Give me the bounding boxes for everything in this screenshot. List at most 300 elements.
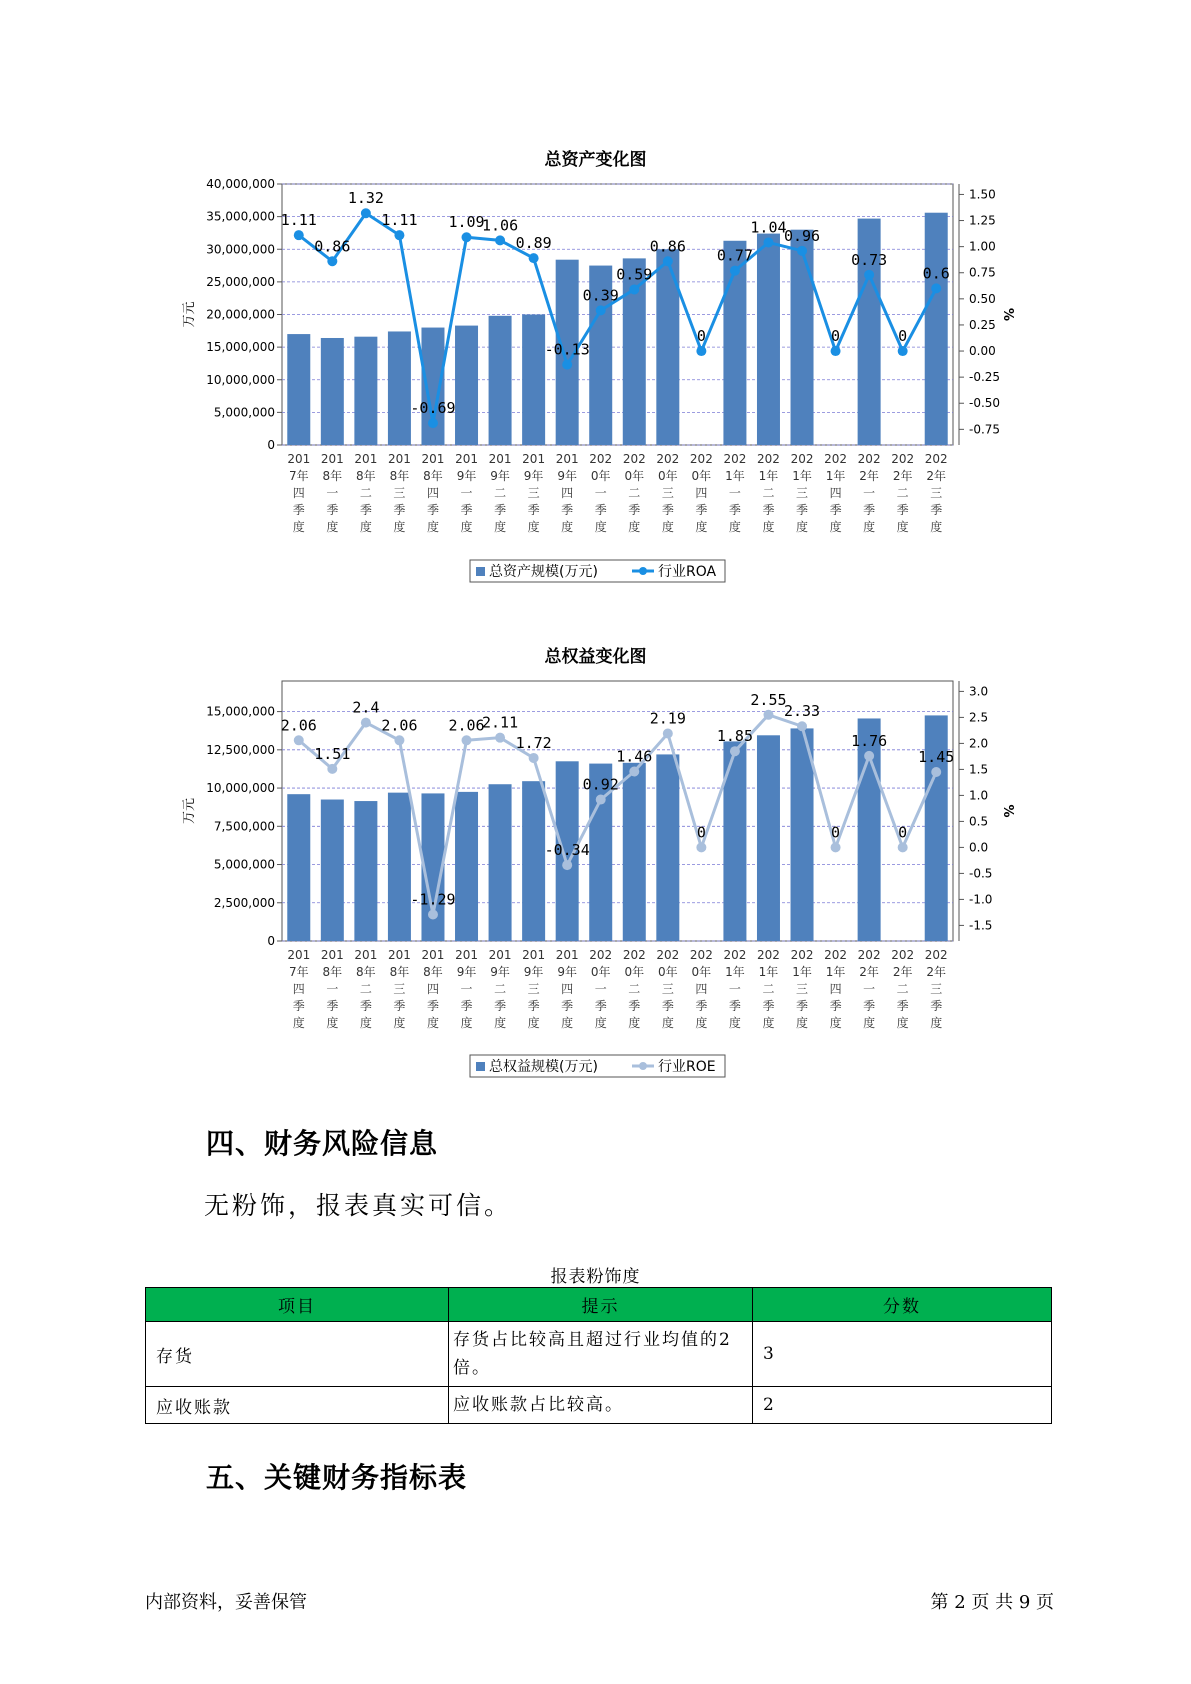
column-header-item: 项目 [146, 1288, 449, 1322]
x-tick-label: 三 [661, 486, 674, 500]
table-caption: 报表粉饰度 [550, 1267, 641, 1287]
y2-tick-label: -1.5 [969, 918, 993, 933]
cell-hint: 应收账款占比较高。 [449, 1387, 753, 1424]
data-label: -1.29 [410, 890, 456, 909]
y-tick-label: 30,000,000 [206, 242, 275, 257]
x-tick-label: 202 [824, 452, 848, 466]
x-tick-label: 季 [896, 503, 909, 517]
line-point [529, 253, 539, 263]
x-tick-label: 9年 [490, 469, 510, 483]
x-tick-label: 四 [695, 982, 708, 996]
data-label: 2.11 [482, 713, 519, 732]
y2-tick-label: 0.00 [969, 344, 996, 359]
bar [455, 792, 478, 941]
x-tick-label: 1年 [758, 469, 779, 483]
x-tick-label: 季 [426, 999, 439, 1013]
x-tick-label: 三 [796, 486, 809, 500]
line-point [394, 230, 404, 240]
x-tick-label: 202 [824, 948, 848, 962]
data-label: 2.33 [783, 702, 821, 721]
x-tick-label: 2年 [859, 965, 879, 979]
x-tick-label: 201 [287, 948, 311, 962]
y2-tick-label: -0.75 [969, 422, 1001, 437]
x-tick-label: 度 [762, 1016, 775, 1030]
data-label: 1.85 [716, 727, 753, 746]
x-tick-label: 度 [426, 520, 439, 534]
x-tick-label: 8年 [389, 469, 410, 483]
bar [321, 338, 344, 445]
total-assets-chart [0, 175, 1191, 595]
x-tick-label: 四 [292, 486, 305, 500]
data-label: 1.76 [851, 731, 888, 750]
data-label: 1.09 [448, 213, 485, 232]
footer-page-number: 第 2 页 共 9 页 [930, 1592, 1054, 1613]
x-tick-label: 度 [292, 520, 305, 534]
x-tick-label: 一 [863, 982, 876, 996]
line-point [294, 230, 304, 240]
x-tick-label: 度 [930, 1016, 943, 1030]
data-label: 2.55 [750, 690, 787, 709]
x-tick-label: 一 [326, 982, 339, 996]
x-tick-label: 季 [863, 999, 876, 1013]
x-tick-label: 季 [661, 999, 674, 1013]
line-point [562, 360, 572, 370]
legend-bar-swatch [476, 1062, 485, 1071]
x-tick-label: 度 [896, 1016, 909, 1030]
x-tick-label: 度 [393, 520, 406, 534]
x-tick-label: 9年 [523, 965, 544, 979]
x-tick-label: 季 [628, 503, 641, 517]
line-point [898, 842, 908, 852]
x-tick-label: 季 [728, 999, 741, 1013]
line-point [763, 237, 773, 247]
y-tick-label: 10,000,000 [206, 781, 275, 796]
cell-score: 2 [753, 1387, 1052, 1424]
financial-risk-text: 无粉饰，报表真实可信。 [204, 1191, 513, 1220]
data-label: 0 [898, 327, 908, 346]
bar [287, 794, 310, 941]
x-tick-label: 202 [689, 948, 713, 962]
y2-tick-label: 2.5 [969, 710, 989, 725]
x-tick-label: 度 [594, 1016, 607, 1030]
x-tick-label: 202 [924, 948, 948, 962]
y2-tick-label: 0.50 [969, 291, 996, 306]
x-tick-label: 202 [857, 948, 881, 962]
x-tick-label: 度 [863, 520, 876, 534]
x-tick-label: 201 [387, 452, 411, 466]
x-tick-label: 度 [594, 520, 607, 534]
data-label: 0.86 [314, 237, 351, 256]
line-point [562, 860, 572, 870]
x-tick-label: 季 [628, 999, 641, 1013]
x-tick-label: 一 [460, 486, 473, 500]
line-point [529, 753, 539, 763]
x-tick-label: 202 [622, 948, 646, 962]
x-tick-label: 201 [320, 948, 344, 962]
x-tick-label: 201 [555, 948, 579, 962]
data-label: 2.06 [448, 716, 485, 735]
cell-hint: 存货占比较高且超过行业均值的2倍。 [449, 1322, 753, 1387]
x-tick-label: 202 [891, 948, 915, 962]
x-tick-label: 度 [695, 520, 708, 534]
bar [791, 230, 814, 445]
x-tick-label: 二 [359, 486, 372, 500]
y2-axis-title: % [1000, 804, 1015, 818]
x-tick-label: 一 [326, 486, 339, 500]
x-tick-label: 1年 [792, 469, 812, 483]
line-point [696, 346, 706, 356]
data-label: 0.96 [783, 226, 821, 245]
x-tick-label: 0年 [590, 965, 611, 979]
x-tick-label: 一 [594, 982, 607, 996]
footer-confidential-note: 内部资料，妥善保管 [145, 1592, 307, 1613]
line-point [327, 764, 337, 774]
y2-tick-label: 0.25 [969, 317, 996, 332]
x-tick-label: 9年 [456, 965, 477, 979]
line-point [864, 270, 874, 280]
x-tick-label: 201 [555, 452, 579, 466]
y2-tick-label: 1.25 [969, 213, 996, 228]
legend-line-label: 行业ROE [658, 1059, 716, 1075]
line-point [428, 418, 438, 428]
x-tick-label: 202 [723, 948, 747, 962]
bar [354, 337, 377, 445]
x-tick-label: 0年 [691, 965, 712, 979]
x-tick-label: 0年 [624, 469, 645, 483]
x-tick-label: 季 [796, 503, 809, 517]
x-tick-label: 二 [628, 486, 641, 500]
x-tick-label: 202 [891, 452, 915, 466]
x-tick-label: 季 [326, 503, 339, 517]
data-label: 1.51 [314, 744, 351, 763]
x-tick-label: 度 [896, 520, 909, 534]
y2-tick-label: -0.5 [969, 866, 993, 881]
y2-tick-label: 1.0 [969, 788, 989, 803]
legend-line-marker [639, 1062, 647, 1070]
y2-tick-label: 2.0 [969, 736, 989, 751]
line-point [663, 729, 673, 739]
y-axis-title: 万元 [182, 301, 197, 328]
y-tick-label: 0 [267, 934, 275, 948]
x-tick-label: 0年 [624, 965, 645, 979]
line-point [629, 766, 639, 776]
section-heading-key-indicators: 五、关键财务指标表 [206, 1461, 468, 1494]
y2-tick-label: 3.0 [969, 684, 989, 699]
x-tick-label: 季 [829, 999, 842, 1013]
x-tick-label: 季 [594, 999, 607, 1013]
y2-tick-label: 1.5 [969, 762, 989, 777]
x-tick-label: 8年 [356, 469, 376, 483]
x-tick-label: 202 [589, 452, 613, 466]
x-tick-label: 季 [494, 503, 507, 517]
y-tick-label: 15,000,000 [206, 704, 275, 719]
x-tick-label: 9年 [456, 469, 477, 483]
x-tick-label: 季 [561, 999, 574, 1013]
x-tick-label: 度 [829, 520, 842, 534]
y2-tick-label: 1.50 [969, 187, 996, 202]
x-tick-label: 三 [393, 982, 406, 996]
cell-item: 应收账款 [146, 1387, 449, 1424]
x-tick-label: 8年 [356, 965, 376, 979]
x-tick-label: 度 [762, 520, 775, 534]
x-tick-label: 201 [320, 452, 344, 466]
x-tick-label: 1年 [825, 469, 846, 483]
data-label: 0 [696, 327, 706, 346]
x-tick-label: 202 [589, 948, 613, 962]
data-label: 0.59 [616, 265, 653, 284]
x-tick-label: 度 [561, 520, 574, 534]
bar [354, 801, 377, 941]
data-label: 0.39 [582, 286, 619, 305]
x-tick-label: 度 [796, 520, 809, 534]
x-tick-label: 四 [695, 486, 708, 500]
x-tick-label: 二 [494, 982, 507, 996]
y-tick-label: 25,000,000 [206, 274, 275, 289]
x-tick-label: 度 [863, 1016, 876, 1030]
x-tick-label: 度 [426, 1016, 439, 1030]
line-point [327, 256, 337, 266]
legend-line-marker [639, 567, 647, 575]
data-label: 0.92 [582, 775, 619, 794]
data-label: 1.32 [347, 189, 384, 208]
x-tick-label: 202 [656, 948, 680, 962]
x-tick-label: 度 [359, 520, 372, 534]
line-point [361, 718, 371, 728]
line-point [596, 795, 606, 805]
bar [656, 754, 679, 941]
line-point [831, 842, 841, 852]
data-label: 2.4 [352, 698, 380, 717]
x-tick-label: 8年 [423, 469, 443, 483]
chart-title-total-assets: 总资产变化图 [544, 150, 647, 170]
data-label: 0 [831, 823, 841, 842]
x-tick-label: 季 [460, 503, 473, 517]
line-point [462, 232, 472, 242]
y-tick-label: 5,000,000 [213, 857, 275, 872]
line-point [394, 735, 404, 745]
x-tick-label: 202 [857, 452, 881, 466]
x-tick-label: 202 [723, 452, 747, 466]
x-tick-label: 四 [829, 486, 842, 500]
x-tick-label: 季 [762, 999, 775, 1013]
line-point [831, 346, 841, 356]
x-tick-label: 201 [488, 452, 512, 466]
x-tick-label: 201 [421, 452, 445, 466]
x-tick-label: 三 [930, 982, 943, 996]
x-tick-label: 一 [460, 982, 473, 996]
x-tick-label: 202 [689, 452, 713, 466]
x-tick-label: 度 [527, 1016, 540, 1030]
bar [757, 234, 780, 445]
x-tick-label: 四 [292, 982, 305, 996]
x-tick-label: 一 [728, 486, 741, 500]
bar [922, 213, 950, 445]
chart-title-total-equity: 总权益变化图 [544, 647, 647, 667]
line-point [361, 208, 371, 218]
x-tick-label: 度 [561, 1016, 574, 1030]
line-point [294, 735, 304, 745]
x-tick-label: 季 [326, 999, 339, 1013]
data-label: 0 [831, 327, 841, 346]
x-tick-label: 季 [930, 503, 943, 517]
x-tick-label: 202 [656, 452, 680, 466]
x-tick-label: 季 [762, 503, 775, 517]
x-tick-label: 201 [522, 948, 546, 962]
x-tick-label: 9年 [557, 469, 577, 483]
y-axis-title: 万元 [182, 797, 197, 825]
x-tick-label: 202 [757, 948, 780, 962]
y2-tick-label: -1.0 [969, 892, 993, 907]
bar [522, 781, 545, 941]
x-tick-label: 度 [460, 1016, 473, 1030]
x-tick-label: 季 [796, 999, 809, 1013]
x-tick-label: 三 [661, 982, 674, 996]
x-tick-label: 二 [896, 486, 909, 500]
x-tick-label: 度 [728, 520, 741, 534]
bar [489, 784, 512, 941]
x-tick-label: 季 [594, 503, 607, 517]
cell-score: 3 [753, 1322, 1052, 1387]
line-point [730, 746, 740, 756]
x-tick-label: 度 [326, 520, 339, 534]
x-tick-label: 季 [460, 999, 473, 1013]
data-label: 1.11 [280, 211, 317, 230]
x-tick-label: 201 [522, 452, 546, 466]
x-tick-label: 季 [930, 999, 943, 1013]
x-tick-label: 季 [527, 999, 540, 1013]
y2-tick-label: -0.25 [969, 370, 1001, 385]
x-tick-label: 三 [930, 486, 943, 500]
x-tick-label: 201 [354, 452, 378, 466]
risk-table [145, 1287, 1052, 1424]
column-header-score: 分数 [753, 1288, 1052, 1322]
x-tick-label: 四 [829, 982, 842, 996]
x-tick-label: 2年 [859, 469, 879, 483]
line-point [864, 751, 874, 761]
line-point [495, 733, 505, 743]
y-tick-label: 5,000,000 [213, 405, 275, 420]
line-point [797, 246, 807, 256]
x-tick-label: 季 [561, 503, 574, 517]
y-tick-label: 0 [267, 438, 275, 452]
line-point [596, 305, 606, 315]
legend-bar-label: 总权益规模(万元) [489, 1059, 598, 1075]
total-equity-chart [0, 673, 1191, 1093]
x-tick-label: 季 [695, 999, 708, 1013]
x-tick-label: 2年 [892, 965, 913, 979]
x-tick-label: 四 [426, 486, 439, 500]
x-tick-label: 季 [426, 503, 439, 517]
x-tick-label: 季 [863, 503, 876, 517]
x-tick-label: 四 [561, 982, 574, 996]
x-tick-label: 季 [393, 503, 406, 517]
bar [455, 326, 478, 445]
data-label: 0.77 [716, 246, 753, 265]
x-tick-label: 季 [292, 503, 305, 517]
x-tick-label: 202 [790, 948, 814, 962]
x-tick-label: 2年 [892, 469, 913, 483]
x-tick-label: 二 [494, 486, 507, 500]
x-tick-label: 201 [287, 452, 311, 466]
x-tick-label: 2年 [926, 965, 947, 979]
data-label: 2.19 [649, 709, 686, 728]
bar [287, 334, 310, 445]
x-tick-label: 季 [728, 503, 741, 517]
x-tick-label: 二 [762, 982, 775, 996]
y-tick-label: 7,500,000 [213, 819, 275, 834]
y2-axis-title: % [1000, 307, 1015, 322]
y-tick-label: 35,000,000 [206, 209, 275, 224]
data-label: -0.34 [544, 841, 590, 860]
x-tick-label: 三 [527, 982, 540, 996]
line-point [663, 256, 673, 266]
x-tick-label: 201 [488, 948, 512, 962]
y-tick-label: 15,000,000 [206, 340, 275, 355]
x-tick-label: 0年 [658, 469, 678, 483]
line-point [462, 735, 472, 745]
y2-tick-label: 0.0 [969, 840, 989, 855]
bar [388, 793, 411, 941]
table-header-row [146, 1288, 1052, 1322]
line-point [931, 767, 941, 777]
table-row [146, 1322, 1052, 1387]
y2-tick-label: 0.75 [969, 265, 996, 280]
x-tick-label: 7年 [288, 469, 309, 483]
x-tick-label: 度 [695, 1016, 708, 1030]
x-tick-label: 8年 [423, 965, 443, 979]
section-heading-financial-risk: 四、财务风险信息 [206, 1127, 439, 1160]
data-label: 0.86 [649, 237, 686, 256]
data-label: 2.06 [381, 716, 418, 735]
x-tick-label: 1年 [792, 965, 812, 979]
line-point [730, 266, 740, 276]
x-tick-label: 202 [924, 452, 948, 466]
bar [388, 331, 411, 445]
x-tick-label: 201 [421, 948, 445, 962]
x-tick-label: 季 [359, 503, 372, 517]
x-tick-label: 8年 [322, 965, 343, 979]
x-tick-label: 季 [695, 503, 708, 517]
line-point [898, 346, 908, 356]
x-tick-label: 1年 [758, 965, 779, 979]
line-point [931, 283, 941, 293]
y2-tick-label: 1.00 [969, 239, 996, 254]
line-point [763, 710, 773, 720]
data-label: 1.45 [918, 748, 955, 766]
line-point [629, 284, 639, 294]
x-tick-label: 度 [494, 520, 507, 534]
x-tick-label: 三 [796, 982, 809, 996]
x-tick-label: 度 [628, 1016, 641, 1030]
x-tick-label: 度 [527, 520, 540, 534]
data-label: 0 [898, 823, 908, 842]
x-tick-label: 度 [494, 1016, 507, 1030]
bar [489, 316, 512, 445]
data-label: 1.06 [482, 216, 519, 235]
bar [623, 763, 646, 941]
x-tick-label: 202 [622, 452, 646, 466]
data-label: 0 [696, 823, 706, 842]
x-tick-label: 9年 [523, 469, 544, 483]
x-tick-label: 201 [387, 948, 411, 962]
cell-item: 存货 [146, 1322, 449, 1387]
y-tick-label: 12,500,000 [206, 742, 275, 757]
x-tick-label: 度 [460, 520, 473, 534]
line-point [495, 235, 505, 245]
x-tick-label: 度 [359, 1016, 372, 1030]
legend-line-label: 行业ROA [658, 564, 717, 580]
data-label: 2.06 [280, 716, 317, 735]
